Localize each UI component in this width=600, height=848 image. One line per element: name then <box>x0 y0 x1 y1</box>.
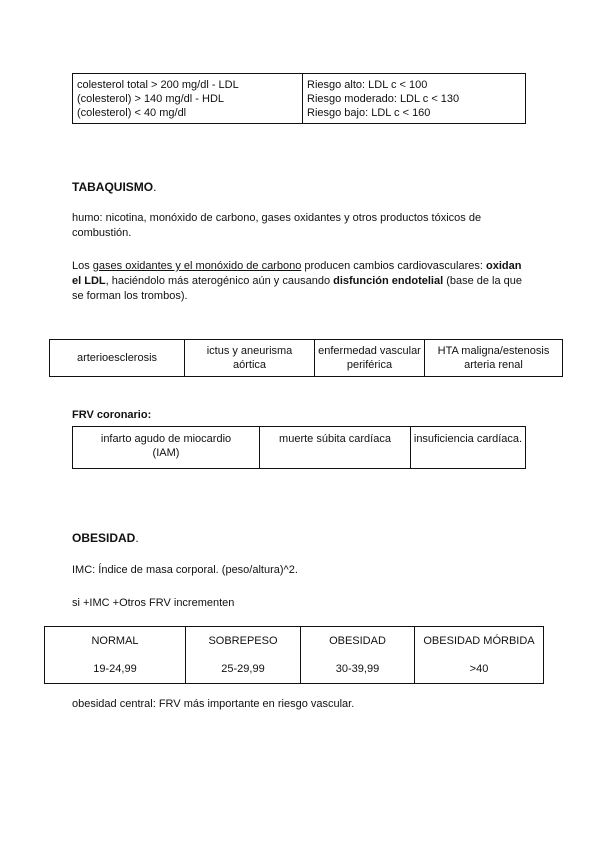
obesidad-central-note: obesidad central: FRV más importante en riesgo vascular. <box>72 698 355 710</box>
effect-cell: ictus y aneurisma aórtica <box>185 340 315 377</box>
lipid-line: colesterol total > 200 mg/dl - LDL <box>77 79 239 91</box>
risk-line: Riesgo moderado: LDL c < 130 <box>307 93 460 105</box>
risk-line: Riesgo alto: LDL c < 100 <box>307 79 428 91</box>
bold-text: disfunción endotelial <box>333 275 444 287</box>
table-header-row <box>45 627 544 656</box>
frv-coronario-title: FRV coronario: <box>72 409 152 421</box>
lipid-line: (colesterol) < 40 mg/dl <box>77 107 187 119</box>
imc-value-cell: >40 <box>415 655 544 684</box>
lipid-risk-table <box>72 73 526 124</box>
tabaquismo-title-suffix: . <box>153 180 157 194</box>
underlined-text: gases oxidantes y el monóxido de carbono <box>92 260 302 272</box>
tabaquismo-paragraph-2 <box>72 259 532 304</box>
text-span: , haciéndolo más aterogénico aún y causando <box>105 275 334 287</box>
table-row <box>50 340 563 377</box>
text-span: producen cambios cardiovasculares: <box>301 260 486 272</box>
tabaquismo-effects-table <box>49 339 563 377</box>
frv-cell: infarto agudo de miocardio (IAM) <box>73 427 260 469</box>
imc-header-cell: OBESIDAD MÓRBIDA <box>415 627 544 656</box>
imc-definition: IMC: Índice de masa corporal. (peso/altura)^2. <box>72 564 298 576</box>
obesidad-title-suffix: . <box>135 531 139 545</box>
frv-cell: muerte súbita cardíaca <box>260 427 411 469</box>
lipid-levels-cell <box>73 74 303 124</box>
text-span: Los <box>72 260 93 272</box>
bold-text: oxidan el LDL <box>72 260 522 287</box>
frv-cell: insuficiencia cardíaca. <box>411 427 526 469</box>
imc-header-cell: NORMAL <box>45 627 186 656</box>
effect-cell: HTA maligna/estenosis arteria renal <box>425 340 563 377</box>
imc-classification-table <box>44 626 544 684</box>
imc-header-cell: SOBREPESO <box>186 627 301 656</box>
risk-levels-cell <box>303 74 526 124</box>
imc-value-cell: 25-29,99 <box>186 655 301 684</box>
table-row <box>45 655 544 684</box>
obesidad-heading <box>72 531 139 545</box>
imc-header-cell: OBESIDAD <box>301 627 415 656</box>
imc-value-cell: 30-39,99 <box>301 655 415 684</box>
obesidad-title: OBESIDAD <box>72 531 136 545</box>
tabaquismo-title: TABAQUISMO <box>72 180 154 194</box>
tabaquismo-paragraph-1: humo: nicotina, monóxido de carbono, gases oxidantes y otros productos tóxicos de combustión. <box>72 212 482 239</box>
table-row <box>73 74 526 124</box>
frv-coronario-table <box>72 426 526 469</box>
tabaquismo-heading <box>72 180 156 194</box>
effect-cell: arterioesclerosis <box>50 340 185 377</box>
text-span: (base de la que se forman los trombos). <box>72 275 523 302</box>
risk-line: Riesgo bajo: LDL c < 160 <box>307 107 431 119</box>
table-row <box>73 427 526 469</box>
imc-note: si +IMC +Otros FRV incrementen <box>72 597 235 609</box>
effect-cell: enfermedad vascular periférica <box>315 340 425 377</box>
lipid-line: (colesterol) > 140 mg/dl - HDL <box>77 93 225 105</box>
imc-value-cell: 19-24,99 <box>45 655 186 684</box>
